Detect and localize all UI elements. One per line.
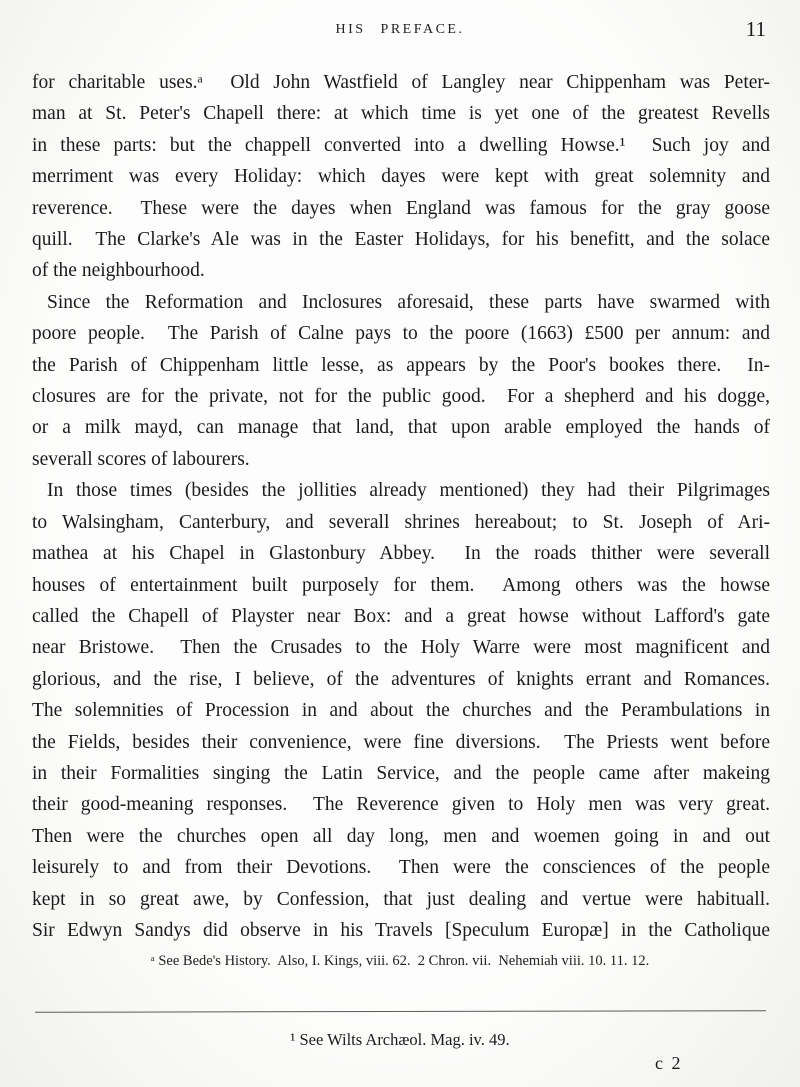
text-line: mathea at his Chapel in Glastonbury Abbey. In the roads thither were severall (32, 543, 770, 565)
page-number: 11 (745, 17, 766, 41)
text-line: for charitable uses.ᵃ Old John Wastfield of Langley near Chippenham was Peter- (32, 72, 770, 93)
footnote-1: ¹ See Wilts Archæol. Mag. iv. 49. (290, 1030, 510, 1049)
text-line: the Parish of Chippenham little lesse, as appears by the Poor's bookes there. In- (32, 354, 770, 376)
text-line: or a milk mayd, can manage that land, that upon arable employed the hands of (32, 417, 770, 439)
text-line: called the Chapell of Playster near Box: and a great howse without Lafford's gate (32, 605, 770, 627)
text-line: quill. The Clarke's Ale was in the Easter Holidays, for his benefitt, and the solace (32, 229, 770, 251)
running-head-title: HIS PREFACE. (335, 22, 465, 37)
text-line: merriment was every Holiday: which dayes were kept with great solemnity and (32, 166, 770, 188)
text-line: of the neighbourhood. (32, 260, 205, 282)
signature-mark: c 2 (655, 1053, 681, 1073)
text-line: reverence. These were the dayes when England was famous for the gray goose (32, 197, 770, 219)
text-line: in their Formalities singing the Latin Service, and the people came after makeing (32, 762, 770, 784)
text-line: to Walsingham, Canterbury, and severall shrines hereabout; to St. Joseph of Ari- (32, 511, 770, 533)
text-line: closures are for the private, not for the public good. For a shepherd and his dogge, (32, 386, 770, 408)
text-line: leisurely to and from their Devotions. Then were the consciences of the people (32, 857, 770, 879)
text-line: houses of entertainment built purposely for them. Among others was the howse (32, 574, 770, 596)
text-line: glorious, and the rise, I believe, of the adventures of knights errant and Romances. (32, 668, 770, 690)
text-line: In those times (besides the jollities already mentioned) they had their Pilgrimages (47, 480, 770, 502)
text-line: poore people. The Parish of Calne pays to the poore (1663) £500 per annum: and (32, 323, 770, 345)
page-body (32, 67, 770, 946)
text-line: Sir Edwyn Sandys did observe in his Travels [Speculum Europæ] in the Catholique (32, 919, 770, 941)
text-line: man at St. Peter's Chapell there: at which time is yet one of the greatest Revells (32, 103, 770, 125)
text-line: The solemnities of Procession in and about the churches and the Perambulations in (32, 700, 770, 722)
text-line: Since the Reformation and Inclosures aforesaid, these parts have swarmed with (47, 291, 770, 313)
text-line: Then were the churches open all day long, men and woemen going in and out (32, 825, 770, 847)
text-line: in these parts: but the chappell converted into a dwelling Howse.¹ Such joy and (32, 134, 770, 156)
text-line: severall scores of labourers. (32, 448, 250, 470)
footnote-divider-rule (35, 1010, 766, 1013)
text-line: near Bristowe. Then the Crusades to the Holy Warre were most magnificent and (32, 637, 770, 659)
text-line: their good-meaning responses. The Reverence given to Holy men was very great. (32, 794, 770, 816)
paragraph (32, 67, 770, 287)
footnote-a: ᵃ See Bede's History. Also, I. Kings, viii. 62. 2 Chron. vii. Nehemiah viii. 10. 11. 12. (150, 953, 650, 969)
text-line: the Fields, besides their convenience, were fine diversions. The Priests went before (32, 731, 770, 753)
text-line: kept in so great awe, by Confession, that just dealing and vertue were habituall. (32, 888, 770, 910)
paragraph (32, 287, 770, 475)
paragraph (32, 475, 770, 946)
